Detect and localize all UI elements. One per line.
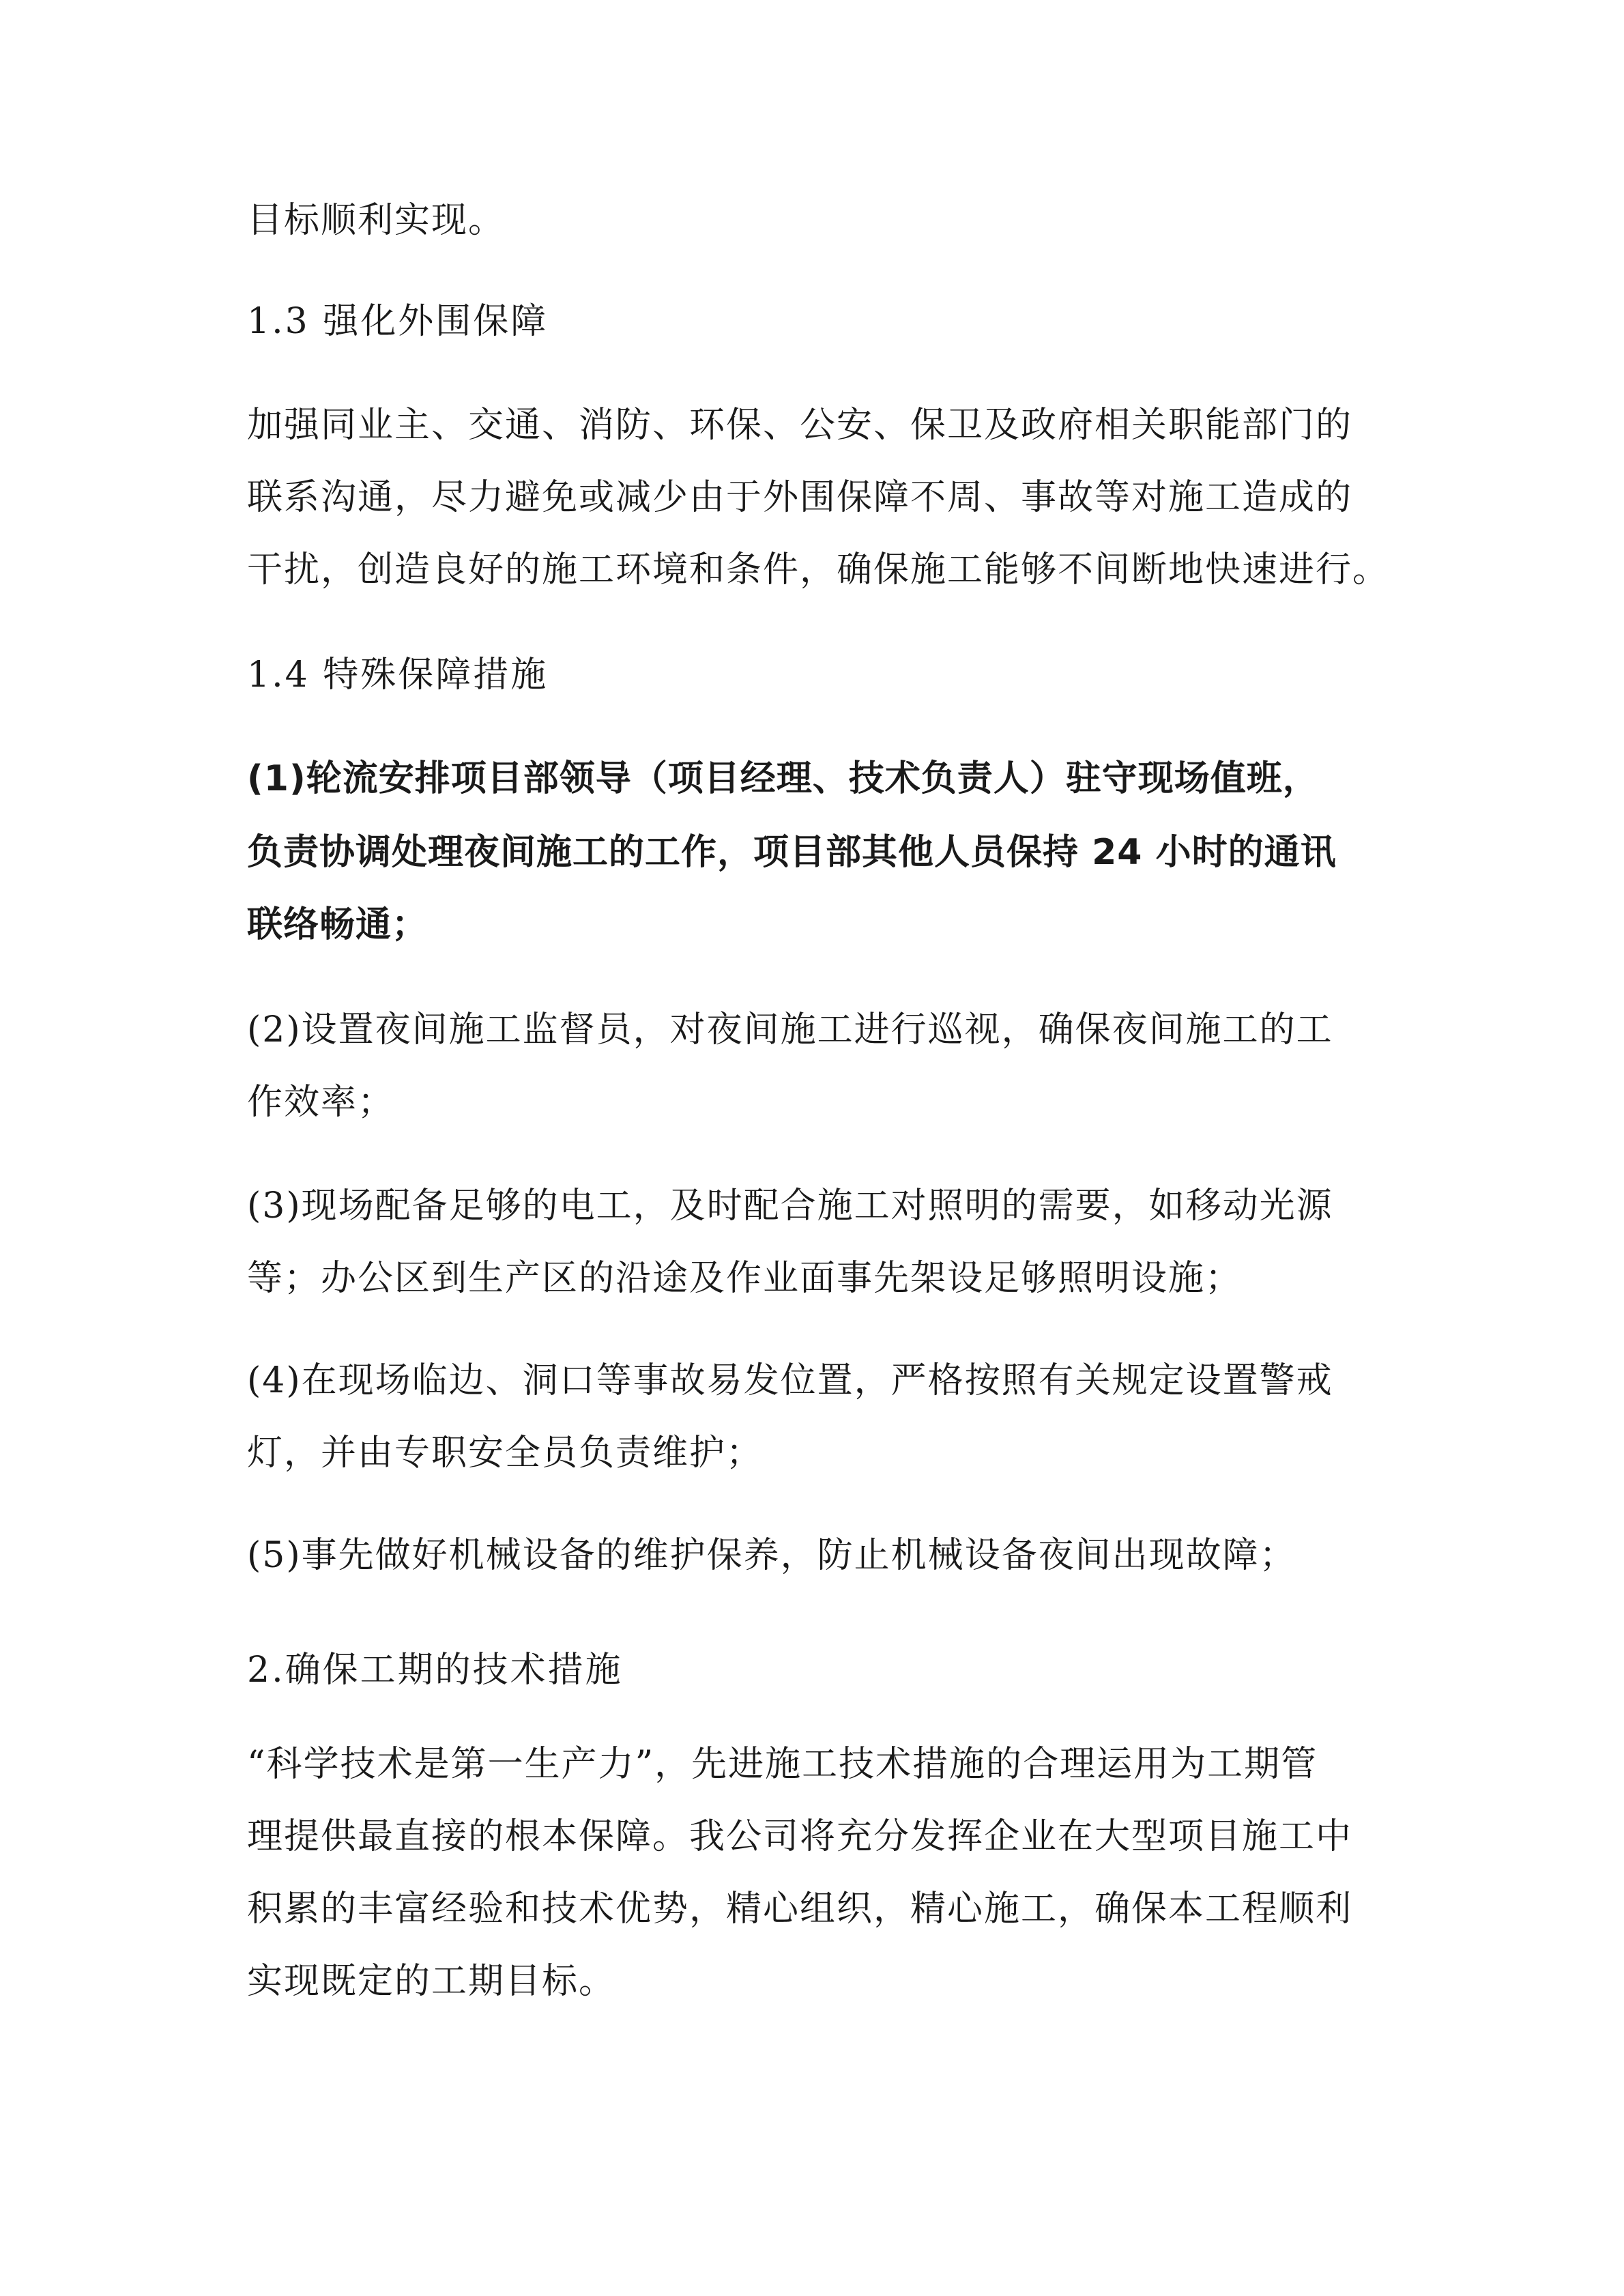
paragraph-line: 联系沟通，尽力避免或减少由于外围保障不周、事故等对施工造成的 xyxy=(247,477,1353,518)
item-line: (3)现场配备足够的电工，及时配合施工对照明的需要，如移动光源 xyxy=(247,1186,1333,1226)
section-heading-1-4: 1.4 特殊保障措施 xyxy=(247,655,549,695)
item-line: 等；办公区到生产区的沿途及作业面事先架设足够照明设施； xyxy=(247,1258,1243,1299)
item-line: (4)在现场临边、洞口等事故易发位置，严格按照有关规定设置警戒 xyxy=(247,1360,1333,1401)
bold-item-line: 联络畅通； xyxy=(247,904,429,945)
section-heading-1-3: 1.3 强化外围保障 xyxy=(247,301,549,342)
item-line: (2)设置夜间施工监督员，对夜间施工进行巡视，确保夜间施工的工 xyxy=(247,1009,1333,1050)
bold-item-line: (1)轮流安排项目部领导（项目经理、技术负责人）驻守现场值班， xyxy=(247,758,1319,799)
section-heading-2: 2.确保工期的技术措施 xyxy=(247,1650,623,1691)
paragraph-line: 目标顺利实现。 xyxy=(247,200,506,241)
item-line: (5)事先做好机械设备的维护保养，防止机械设备夜间出现故障； xyxy=(247,1535,1296,1576)
paragraph-line: 理提供最直接的根本保障。我公司将充分发挥企业在大型项目施工中 xyxy=(247,1816,1353,1857)
paragraph-line: 实现既定的工期目标。 xyxy=(247,1961,616,2002)
bold-item-line: 负责协调处理夜间施工的工作，项目部其他人员保持 24 小时的通讯 xyxy=(247,832,1337,873)
item-line: 作效率； xyxy=(247,1082,395,1123)
paragraph-line: 干扰，创造良好的施工环境和条件，确保施工能够不间断地快速进行。 xyxy=(247,549,1390,590)
paragraph-line: 积累的丰富经验和技术优势，精心组织，精心施工，确保本工程顺利 xyxy=(247,1889,1353,1929)
item-line: 灯，并由专职安全员负责维护； xyxy=(247,1433,764,1474)
paragraph-line: “科学技术是第一生产力”，先进施工技术措施的合理运用为工期管 xyxy=(247,1744,1318,1785)
paragraph-line: 加强同业主、交通、消防、环保、公安、保卫及政府相关职能部门的 xyxy=(247,405,1353,446)
